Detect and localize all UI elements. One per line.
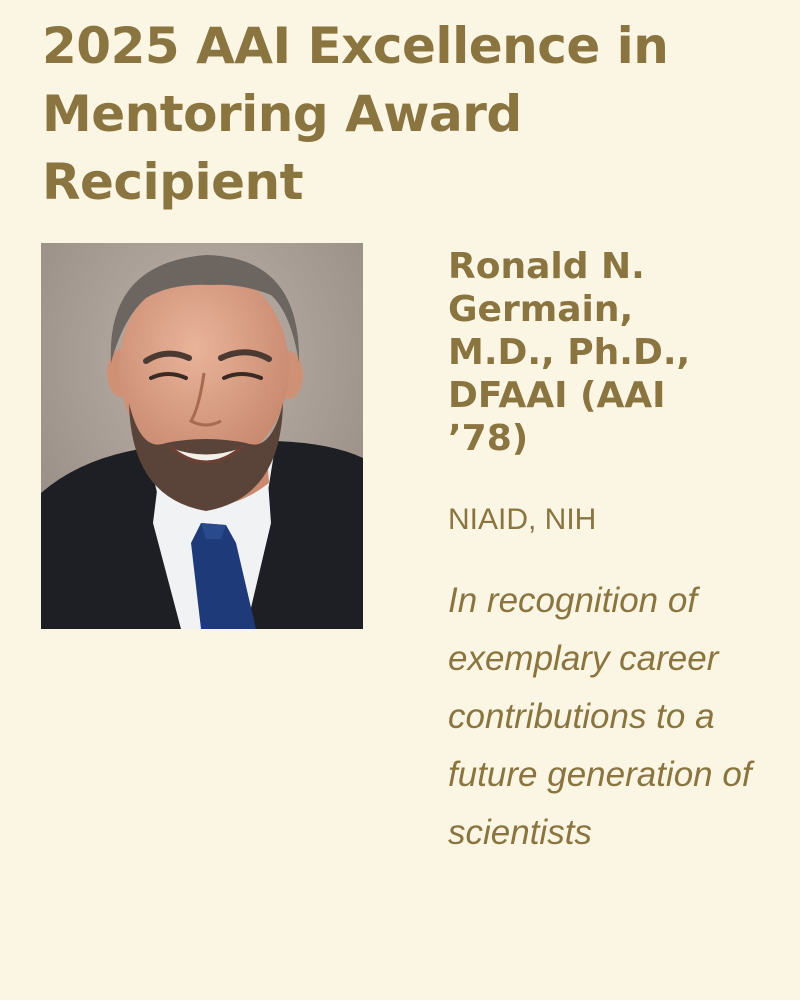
portrait-photo-icon <box>41 243 363 629</box>
recipient-name: Ronald N. Germain, M.D., Ph.D., DFAAI (AAI ’78) <box>448 246 691 459</box>
recipient-affiliation: NIAID, NIH <box>448 503 597 536</box>
page-title: 2025 AAI Excellence in Mentoring Award Recipient <box>42 17 669 211</box>
recipient-portrait <box>41 243 363 629</box>
recipient-info <box>448 245 778 862</box>
award-citation: In recognition of exemplary career contributions to a future generation of scientists <box>448 581 752 852</box>
